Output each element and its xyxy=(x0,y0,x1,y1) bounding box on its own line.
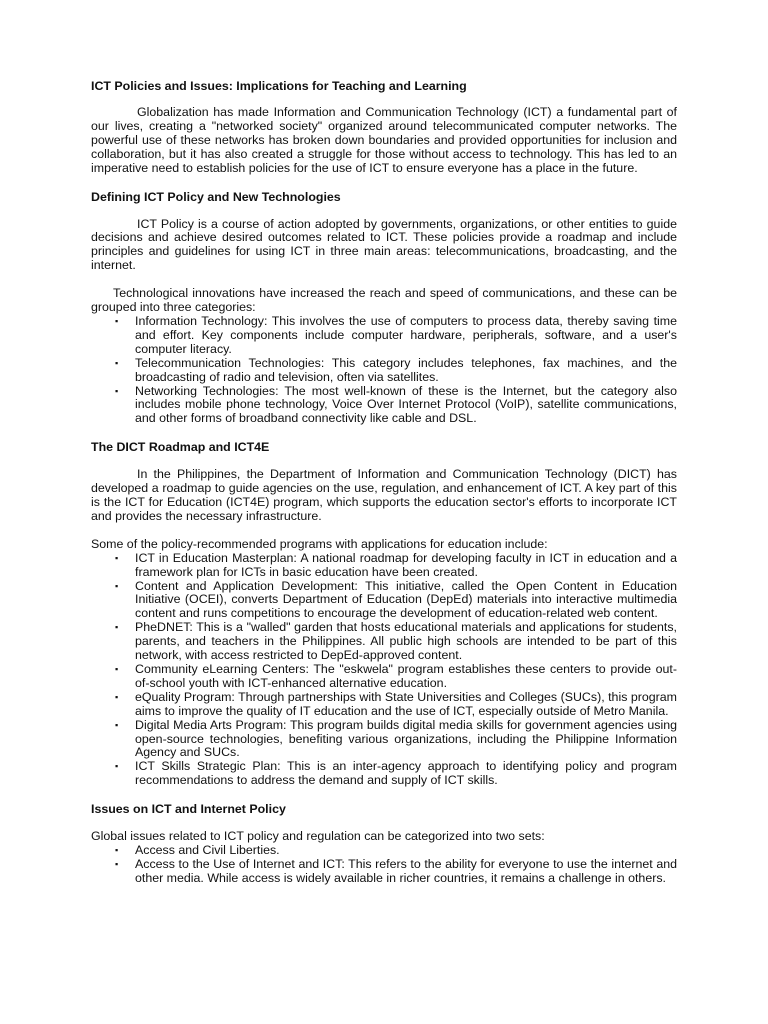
section-heading-defining-ict-policy: Defining ICT Policy and New Technologies xyxy=(91,189,341,204)
list-item xyxy=(91,580,677,622)
bullet-icon: ▪ xyxy=(115,622,119,633)
bullet-icon: ▪ xyxy=(115,552,119,563)
bullet-icon: ▪ xyxy=(115,580,119,591)
list-item xyxy=(91,663,677,691)
section3-paragraph-1: Global issues related to ICT policy and regulation can be categorized into two sets: xyxy=(91,829,545,844)
list-item xyxy=(91,385,677,427)
list-item-text: Community eLearning Centers: The "eskwela" program establishes these centers to provide out-of-school youth with ICT-enhanced alternative education. xyxy=(135,662,677,690)
intro-paragraph: Globalization has made Information and Communication Technology (ICT) a fundamental part of our lives, creating a "networked society" organized around telecommunicated computer networks. The powerful use of these networks has broken down boundaries and provided opportunities for inclusion and collaboration, but it has also created a struggle for those without access to technology. This has led to an imperative need to establish policies for the use of ICT to ensure everyone has a place in the future. xyxy=(91,105,677,175)
list-item xyxy=(91,760,677,788)
education-programs-list xyxy=(91,552,677,788)
list-item xyxy=(91,844,677,858)
issues-list xyxy=(91,844,677,886)
list-item xyxy=(91,315,677,357)
section-heading-dict-roadmap: The DICT Roadmap and ICT4E xyxy=(91,440,270,455)
bullet-icon: ▪ xyxy=(115,845,119,856)
section2-paragraph-1: In the Philippines, the Department of Information and Communication Technology (DICT) has developed a roadmap to guide agencies on the use, regulation, and enhancement of ICT. A key part of this is the ICT for Education (ICT4E) program, which supports the education sector's efforts to incorporate ICT and provides the necessary infrastructure. xyxy=(91,467,677,523)
list-item-text: Content and Application Development: This initiative, called the Open Content in Education Initiative (OCEI), converts Department of Education (DepEd) materials into interactive multimedia content and runs competitions to encourage the development of education-related web content. xyxy=(135,578,677,621)
technology-categories-list xyxy=(91,315,677,426)
list-item-text: PheDNET: This is a "walled" garden that hosts educational materials and applications for students, parents, and teachers in the Philippines. All public high schools are intended to be part of this network, with access restricted to DepEd-approved content. xyxy=(135,620,677,663)
list-item xyxy=(91,858,677,886)
section2-paragraph-2: Some of the policy-recommended programs with applications for education include: xyxy=(91,536,548,551)
section1-paragraph-2: Technological innovations have increased the reach and speed of communications, and these can be grouped into three categories: xyxy=(91,286,677,315)
bullet-icon: ▪ xyxy=(115,858,119,869)
list-item xyxy=(91,691,677,719)
list-item-text: eQuality Program: Through partnerships with State Universities and Colleges (SUCs), this program aims to improve the quality of IT education and the use of ICT, especially outside of Metro Manila. xyxy=(135,689,677,718)
list-item xyxy=(91,552,677,580)
list-item-text: Access to the Use of Internet and ICT: This refers to the ability for everyone to use the internet and other media. While access is widely available in richer countries, it remains a challenge in others. xyxy=(135,856,677,885)
bullet-icon: ▪ xyxy=(115,691,119,702)
list-item-text: Access and Civil Liberties. xyxy=(135,843,280,858)
bullet-icon: ▪ xyxy=(115,315,119,326)
bullet-icon: ▪ xyxy=(115,664,119,674)
list-item xyxy=(91,357,677,385)
bullet-icon: ▪ xyxy=(115,357,119,368)
list-item-text: ICT Skills Strategic Plan: This is an inter-agency approach to identifying policy and program recommendations to address the demand and supply of ICT skills. xyxy=(135,759,677,788)
document-title: ICT Policies and Issues: Implications for Teaching and Learning xyxy=(91,79,467,93)
list-item-text: Networking Technologies: The most well-known of these is the Internet, but the category also includes mobile phone technology, Voice Over Internet Protocol (VoIP), satellite communications, and other forms of broadband connectivity like cable and DSL. xyxy=(135,383,677,426)
list-item xyxy=(91,719,677,761)
section1-paragraph-1: ICT Policy is a course of action adopted by governments, organizations, or other entities to guide decisions and achieve desired outcomes related to ICT. These policies provide a roadmap and include principles and guidelines for using ICT in three main areas: telecommunications, broadcasting, and the internet. xyxy=(91,216,677,273)
list-item xyxy=(91,621,677,663)
bullet-icon: ▪ xyxy=(115,719,119,730)
list-item-text: Digital Media Arts Program: This program builds digital media skills for government agencies using open-source technologies, benefiting various organizations, including the Philippine Information Agency and SUCs. xyxy=(135,717,677,760)
bullet-icon: ▪ xyxy=(115,385,119,396)
section-heading-issues-ict: Issues on ICT and Internet Policy xyxy=(91,802,286,817)
document-body xyxy=(91,79,677,886)
bullet-icon: ▪ xyxy=(115,761,119,772)
list-item-text: Information Technology: This involves the use of computers to process data, thereby saving time and effort. Key components include computer hardware, peripherals, software, and a user's computer literacy. xyxy=(135,313,677,356)
list-item-text: ICT in Education Masterplan: A national roadmap for developing faculty in ICT in education and a framework plan for ICTs in basic education have been created. xyxy=(135,550,677,579)
list-item-text: Telecommunication Technologies: This category includes telephones, fax machines, and the broadcasting of radio and television, often via satellites. xyxy=(135,355,677,384)
